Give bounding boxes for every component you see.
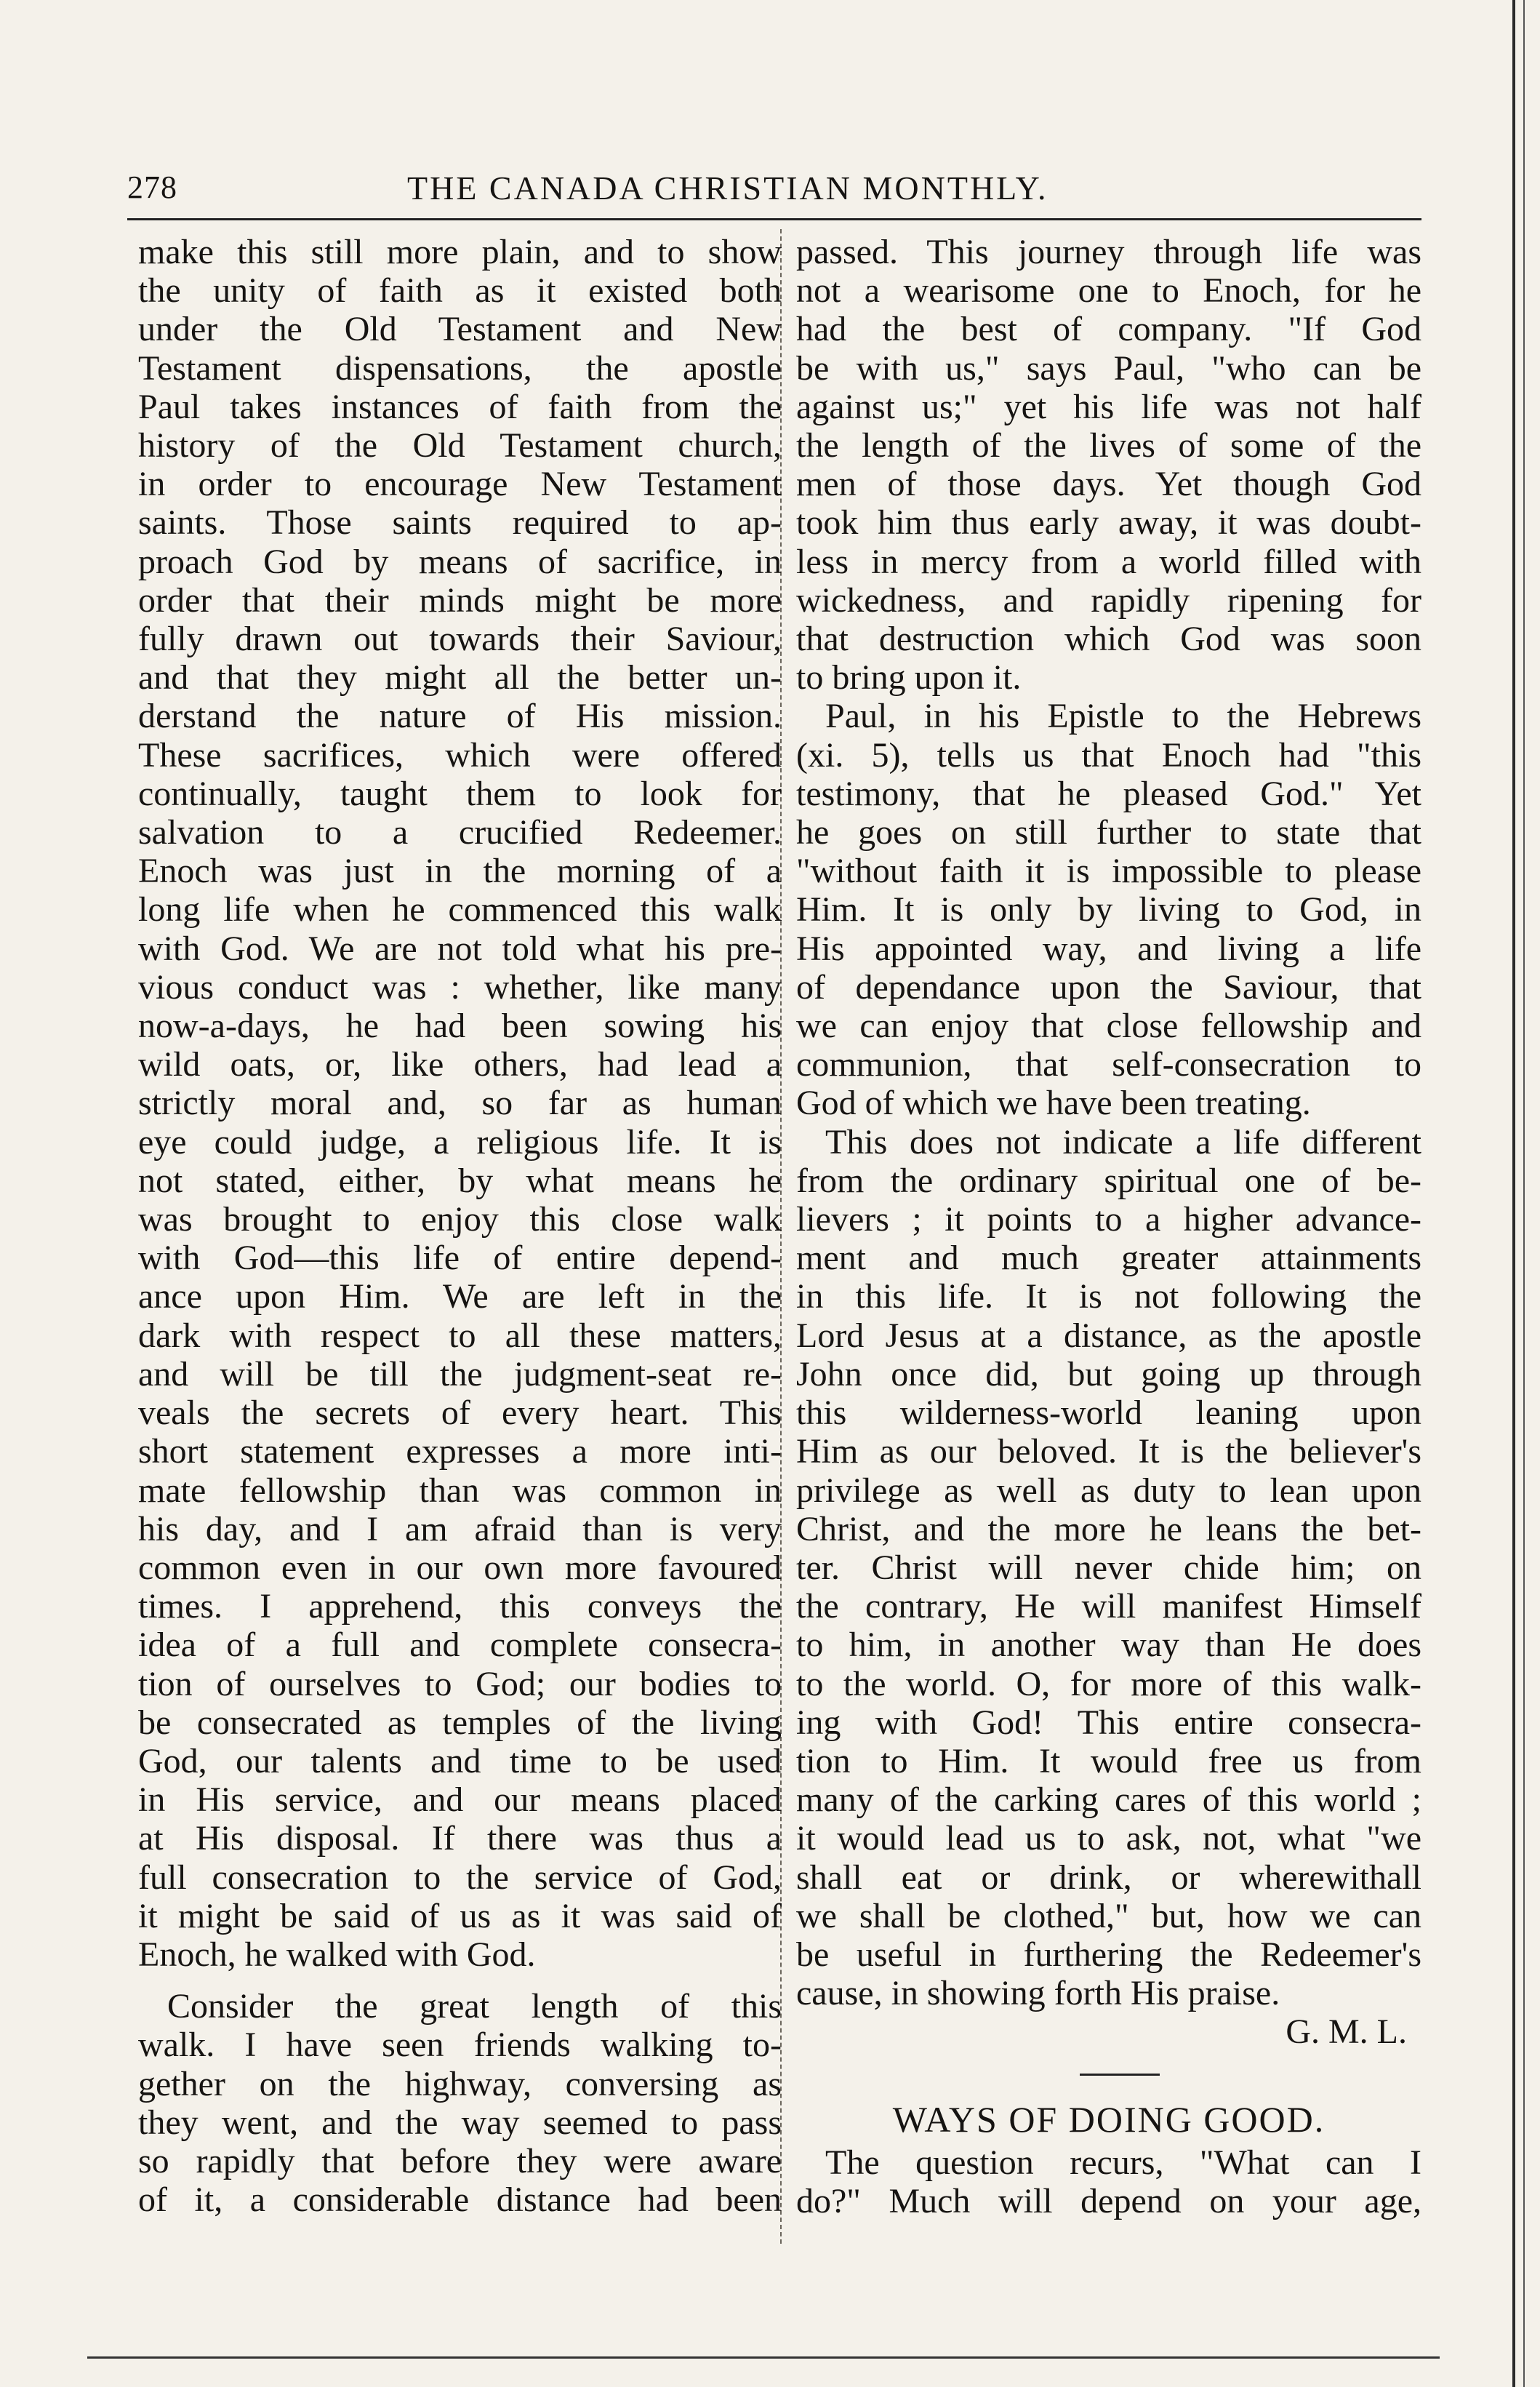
text-line: saints. Those saints required to ap- [138,503,782,543]
text-line: Enoch was just in the morning of a [138,852,782,891]
text-line: This does not indicate a life different [825,1122,1421,1161]
text-line: with God—this life of entire depend- [138,1239,782,1278]
text-line: derstand the nature of His mission. [138,697,782,736]
text-line: tion to Him. It would free us from [796,1741,1421,1780]
left-column [138,233,782,2219]
text-line: communion, that self-consecration to [796,1045,1421,1084]
text-line: ing with God! This entire consecra- [796,1703,1421,1742]
text-line: times. I apprehend, this conveys the [138,1587,782,1626]
text-line: to him, in another way than He does [796,1626,1421,1665]
text-line: God, our talents and time to be used [138,1741,782,1780]
text-line: gether on the highway, conversing as [138,2064,782,2103]
left-paragraph-2 [138,1987,782,2219]
text-line: salvation to a crucified Redeemer. [138,813,782,852]
text-line: cause, in showing forth His praise. [796,1974,1280,2013]
text-line: "without faith it is impossible to please [796,852,1421,891]
author-signature: G. M. L. [1286,2012,1407,2052]
right-paragraph-2 [796,697,1421,1122]
text-line: continually, taught them to look for [138,774,782,813]
text-line: mate fellowship than was common in [138,1471,782,1510]
text-line: of it, a considerable distance had been [138,2180,782,2220]
text-line: in order to encourage New Testament [138,465,782,504]
text-line: he goes on still further to state that [796,813,1421,852]
text-line: under the Old Testament and New [138,310,782,349]
text-line: tion of ourselves to God; our bodies to [138,1664,782,1703]
text-line: The question recurs, "What can I [825,2143,1421,2182]
page-edge-inner [1523,0,1525,2387]
text-line: His appointed way, and living a life [796,929,1421,968]
text-line: These sacrifices, which were offered [138,735,782,775]
text-line: fully drawn out towards their Saviour, [138,620,782,659]
text-line: to bring upon it. [796,658,1022,697]
page-number: 278 [127,169,177,205]
text-line: the contrary, He will manifest Himself [796,1587,1421,1626]
left-paragraph-1 [138,233,782,1974]
text-line: dark with respect to all these matters, [138,1316,782,1355]
text-line: at His disposal. If there was thus a [138,1819,782,1858]
text-line: veals the secrets of every heart. This [138,1394,782,1433]
text-line: with God. We are not told what his pre- [138,929,782,968]
text-line: strictly moral and, so far as human [138,1084,782,1123]
text-line: so rapidly that before they were aware [138,2141,782,2180]
text-line: not stated, either, by what means he [138,1161,782,1200]
text-line: be useful in furthering the Redeemer's [796,1935,1421,1974]
text-line: from the ordinary spiritual one of be- [796,1161,1421,1200]
text-line: took him thus early away, it was doubt- [796,503,1421,543]
text-line: we can enjoy that close fellowship and [796,1007,1421,1046]
text-line: and will be till the judgment-seat re- [138,1354,782,1394]
text-line: eye could judge, a religious life. It is [138,1122,782,1161]
text-line: the unity of faith as it existed both [138,271,782,311]
text-line: wickedness, and rapidly ripening for [796,580,1421,620]
text-line: his day, and I am afraid than is very [138,1509,782,1548]
text-line: it would lead us to ask, not, what "we [796,1819,1421,1858]
paragraph-gap [138,1974,782,1987]
text-line: John once did, but going up through [796,1354,1421,1394]
section-paragraph [796,2143,1421,2220]
text-line: the length of the lives of some of the [796,426,1421,465]
text-line: many of the carking cares of this world ; [796,1780,1421,1820]
header-rule [127,218,1421,220]
text-line: Paul, in his Epistle to the Hebrews [825,697,1421,736]
text-line: of dependance upon the Saviour, that [796,967,1421,1007]
section-title: WAYS OF DOING GOOD. [892,2098,1326,2140]
text-line: make this still more plain, and to show [138,233,782,271]
text-line: in this life. It is not following the [796,1277,1421,1316]
right-column [796,233,1421,2220]
text-line: common even in our own more favoured [138,1548,782,1587]
text-line: less in mercy from a world filled with [796,542,1421,581]
text-line: history of the Old Testament church, [138,426,782,465]
text-line: God of which we have been treating. [796,1084,1311,1123]
text-line: in His service, and our means placed [138,1780,782,1820]
text-line: was brought to enjoy this close walk [138,1200,782,1239]
text-line: shall eat or drink, or wherewithall [796,1858,1421,1897]
text-line: be consecrated as temples of the living [138,1703,782,1742]
text-line: (xi. 5), tells us that Enoch had "this [796,735,1421,775]
text-line: that destruction which God was soon [796,620,1421,659]
text-line: men of those days. Yet though God [796,465,1421,504]
text-line: proach God by means of sacrifice, in [138,542,782,581]
text-line: and that they might all the better un- [138,658,782,697]
footer-rule [87,2356,1440,2359]
text-line: Him. It is only by living to God, in [796,890,1421,929]
text-line: idea of a full and complete consecra- [138,1626,782,1665]
text-line: order that their minds might be more [138,580,782,620]
right-paragraph-1 [796,233,1421,697]
text-line: walk. I have seen friends walking to- [138,2026,782,2065]
text-line: Christ, and the more he leans the bet- [796,1509,1421,1548]
text-line: ment and much greater attainments [796,1239,1421,1278]
text-line: to the world. O, for more of this walk- [796,1664,1421,1703]
page-header [127,169,1429,212]
text-line: Lord Jesus at a distance, as the apostle [796,1316,1421,1355]
text-line: not a wearisome one to Enoch, for he [796,271,1421,311]
text-line: this wilderness-world leaning upon [796,1394,1421,1433]
text-line: it might be said of us as it was said of [138,1896,782,1935]
page-edge [1512,0,1515,2387]
running-title: THE CANADA CHRISTIAN MONTHLY. [407,169,1048,207]
text-line: ance upon Him. We are left in the [138,1277,782,1316]
text-line: be with us," says Paul, "who can be [796,348,1421,388]
text-line: full consecration to the service of God, [138,1858,782,1897]
text-line: passed. This journey through life was [796,233,1421,271]
text-line: had the best of company. "If God [796,310,1421,349]
right-paragraph-3 [796,1123,1421,2013]
text-line: privilege as well as duty to lean upon [796,1471,1421,1510]
text-line: Enoch, he walked with God. [138,1935,536,1974]
text-line: do?" Much will depend on your age, [796,2181,1421,2220]
text-line: vious conduct was : whether, like many [138,967,782,1007]
text-line: wild oats, or, like others, had lead a [138,1045,782,1084]
text-line: against us;" yet his life was not half [796,387,1421,426]
text-line: they went, and the way seemed to pass [138,2103,782,2142]
section-rule [1080,2074,1160,2076]
text-line: now-a-days, he had been sowing his [138,1007,782,1046]
text-line: Consider the great length of this [167,1987,782,2026]
text-line: Paul takes instances of faith from the [138,387,782,426]
text-line: lievers ; it points to a higher advance- [796,1200,1421,1239]
text-line: testimony, that he pleased God." Yet [796,774,1421,813]
text-line: we shall be clothed," but, how we can [796,1896,1421,1935]
text-line: short statement expresses a more inti- [138,1432,782,1471]
text-line: long life when he commenced this walk [138,890,782,929]
text-line: ter. Christ will never chide him; on [796,1548,1421,1587]
text-line: Him as our beloved. It is the believer's [796,1432,1421,1471]
text-line: Testament dispensations, the apostle [138,348,782,388]
